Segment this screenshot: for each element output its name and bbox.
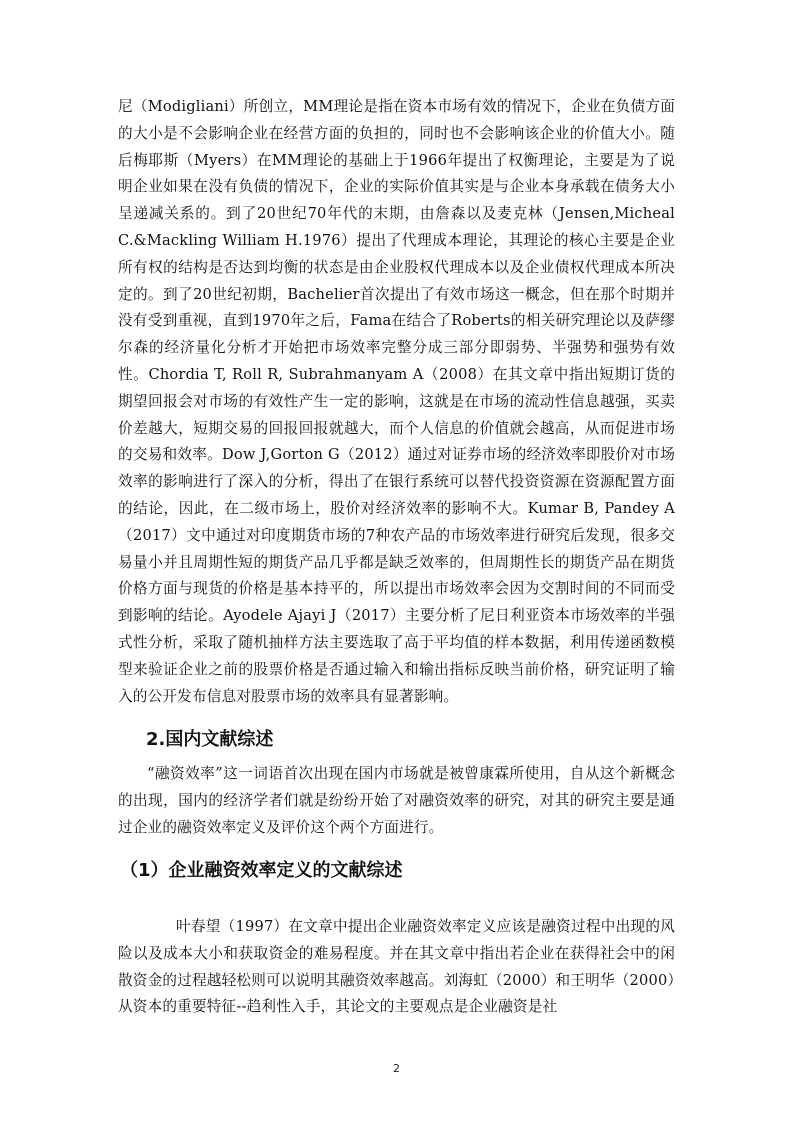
subsection-heading: （1）企业融资效率定义的文献综述 (120, 860, 403, 881)
body-paragraph: 叶春望（1997）在文章中提出企业融资效率定义应该是融资过程中出现的风险以及成本大小和获取资金的难易程度。并在其文章中指出若企业在获得社会中的闲散资金的过程越轻松则可以说明其融资效率越高。刘海虹（2000）和王明华（2000）从资本的重要特征--趋利性入手，其论文的主要观点是企业融资是社 (118, 918, 675, 1016)
section-heading: 2.国内文献综述 (146, 729, 274, 750)
body-paragraph: “融资效率”这一词语首次出现在国内市场就是被曾康霖所使用，自从这个新概念的出现，国内的经济学者们就是纷纷开始了对融资效率的研究，对其的研究主要是通过企业的融资效率定义及评价这个两个方面进行。 (118, 765, 675, 836)
body-paragraph: 尼（Modigliani）所创立，MM理论是指在资本市场有效的情况下，企业在负债方面的大小是不会影响企业在经营方面的负担的，同时也不会影响该企业的价值大小。随后梅耶斯（Myers）在MM理论的基础上于1966年提出了权衡理论，主要是为了说明企业如果在没有负债的情况下，企业的实际价值其实是与企业本身承载在债务大小呈递减关系的。到了20世纪70年代的末期，由詹森以及麦克林（Jensen,Micheal C.&Mackling William H.1976）提出了代理成本理论，其理论的核心主要是企业所有权的结构是否达到均衡的状态是由企业股权代理成本以及企业债权代理成本所决定的。到了20世纪初期，Bachelier首次提出了有效市场这一概念，但在那个时期并没有受到重视，直到1970年之后，Fama在结合了Roberts的相关研究理论以及萨缪尔森的经济量化分析才开始把市场效率完整分成三部分即弱势、半强势和强势有效性。Chordia T, Roll R, Subrahmanyam A（2008）在其文章中指出短期订货的期望回报会对市场的有效性产生一定的影响，这就是在市场的流动性信息越强，买卖价差越大，短期交易的回报回报就越大，而个人信息的价值就会越高，从而促进市场的交易和效率。Dow J,Gorton G（2012）通过对证券市场的经济效率即股价对市场效率的影响进行了深入的分析，得出了在银行系统可以替代投资资源在资源配置方面的结论，因此，在二级市场上，股价对经济效率的影响不大。Kumar B, Pandey A（2017）文中通过对印度期货市场的7种农产品的市场效率进行研究后发现，很多交易量小并且周期性短的期货产品几乎都是缺乏效率的，但周期性长的期货产品在期货价格方面与现货的价格是基本持平的，所以提出市场效率会因为交割时间的不同而受到影响的结论。Ayodele Ajayi J（2017）主要分析了尼日利亚资本市场效率的半强式性分析，采取了随机抽样方法主要选取了高于平均值的样本数据，利用传递函数模型来验证企业之前的股票价格是否通过输入和输出指标反映当前价格，研究证明了输入的公开发布信息对股票市场的效率具有显著影响。 (118, 98, 675, 705)
page-number: 2 (393, 1062, 400, 1075)
